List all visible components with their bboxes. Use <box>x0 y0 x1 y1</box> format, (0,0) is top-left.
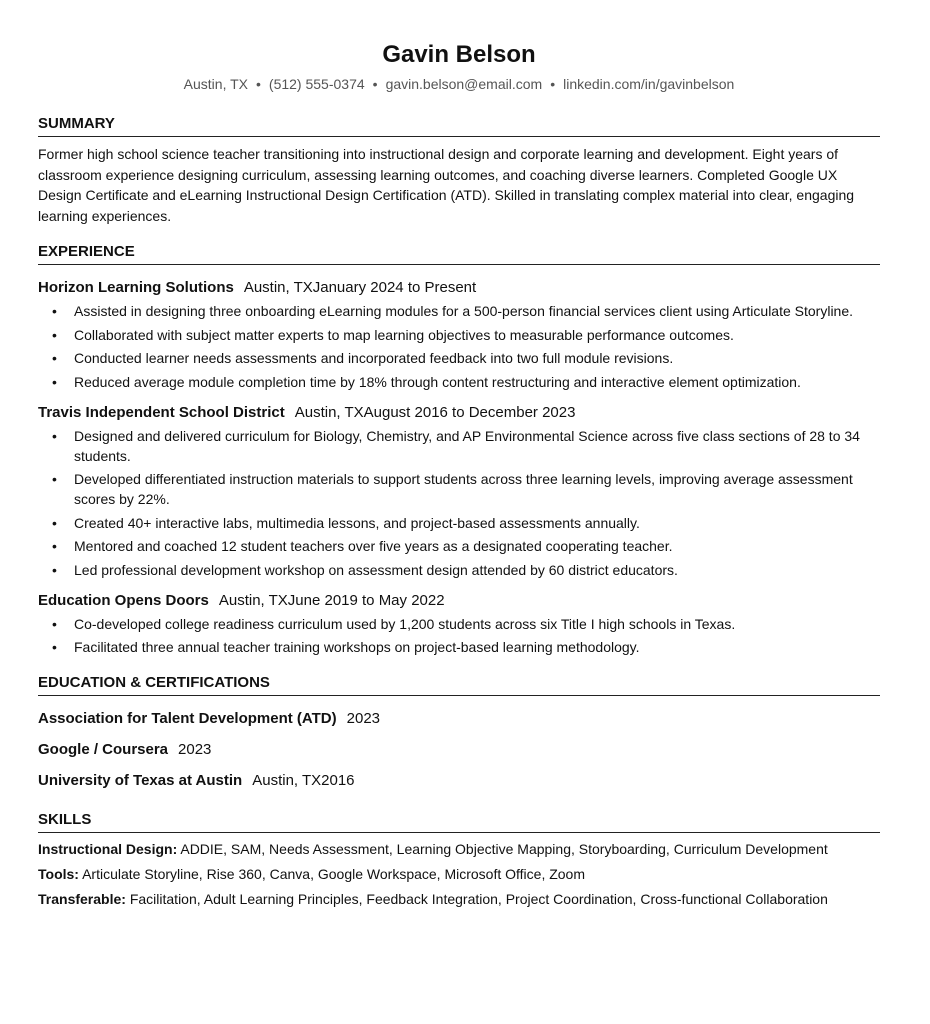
skill-row <box>38 864 838 884</box>
contact-line <box>38 74 880 94</box>
contact-linkedin: linkedin.com/in/gavinbelson <box>563 76 735 92</box>
job-header <box>38 277 880 299</box>
job-bullets <box>38 301 880 392</box>
skill-label: Instructional Design: <box>38 841 178 857</box>
contact-email: gavin.belson@email.com <box>385 76 543 92</box>
skill-label: Tools: <box>38 866 79 882</box>
job-header <box>38 590 880 612</box>
education-organization: Google / Coursera <box>38 741 169 758</box>
education-entry <box>38 739 880 761</box>
education-entry <box>38 770 880 792</box>
contact-separator: • <box>372 76 378 92</box>
job-bullet: • Assisted in designing three onboarding eLearning modules for a 500-person financial services client using Articulate Storyline. <box>38 301 884 321</box>
contact-separator: • <box>256 76 261 92</box>
section-title-education: EDUCATION & CERTIFICATIONS <box>38 673 880 696</box>
skill-value: Articulate Storyline, Rise 360, Canva, Google Workspace, Microsoft Office, Zoom <box>82 866 586 882</box>
job-bullet: • Created 40+ interactive labs, multimedia lessons, and project-based assessments annually. <box>38 513 884 533</box>
section-title-experience: EXPERIENCE <box>38 242 880 265</box>
job-bullet: • Co-developed college readiness curriculum used by 1,200 students across six Title I high schools in Texas. <box>38 614 884 634</box>
education-detail: Austin, TX2016 <box>252 772 355 789</box>
skill-value: Facilitation, Adult Learning Principles, Feedback Integration, Project Coordination, Cross-functional Collaboration <box>129 891 828 907</box>
job-entry <box>38 277 880 392</box>
job-location: Austin, TX <box>218 591 288 609</box>
contact-location: Austin, TX <box>183 76 248 92</box>
contact-phone: (512) 555-0374 <box>268 76 365 92</box>
education-entry <box>38 708 880 730</box>
candidate-name: Gavin Belson <box>382 41 536 68</box>
job-bullet: • Conducted learner needs assessments and incorporated feedback into two full module revisions. <box>38 348 884 368</box>
job-bullets <box>38 614 880 658</box>
skill-label: Transferable: <box>38 891 126 907</box>
summary-text: Former high school science teacher transitioning into instructional design and corporate learning and development. Eight years of classroom experience designing curriculum, assessing learning outcomes, and coaching diverse learners. Completed Google UX Design Certificate and eLearning Instructional Design Certification (ATD). Skilled in translating complex material into clear, engaging learning experiences. <box>38 146 855 224</box>
job-bullet: • Reduced average module completion time by 18% through content restructuring and interactive element optimization. <box>38 372 884 392</box>
skill-row <box>38 889 838 909</box>
education-detail: 2023 <box>178 741 212 758</box>
job-organization: Horizon Learning Solutions <box>38 279 234 296</box>
job-bullet: • Facilitated three annual teacher training workshops on project-based learning methodology. <box>38 637 884 657</box>
contact-separator: • <box>550 76 556 92</box>
education-organization: University of Texas at Austin <box>38 772 243 789</box>
job-location: Austin, TX <box>294 403 364 421</box>
job-bullets <box>38 426 880 580</box>
job-organization: Travis Independent School District <box>38 403 285 421</box>
education-organization: Association for Talent Development (ATD) <box>38 710 337 727</box>
job-bullet: • Collaborated with subject matter experts to map learning objectives to measurable performance outcomes. <box>38 325 884 345</box>
job-entry <box>38 402 880 580</box>
summary-section <box>38 114 880 226</box>
job-bullet: • Designed and delivered curriculum for Biology, Chemistry, and AP Environmental Science across five class sections of 28 to 34 students. <box>38 426 884 466</box>
experience-section <box>38 242 880 657</box>
job-organization: Education Opens Doors <box>38 591 209 609</box>
skills-section <box>38 810 880 909</box>
job-location: Austin, TX <box>243 279 313 296</box>
section-title-summary: SUMMARY <box>38 114 880 137</box>
skill-value: ADDIE, SAM, Needs Assessment, Learning Objective Mapping, Storyboarding, Curriculum Development <box>180 841 828 857</box>
education-detail: 2023 <box>346 710 381 727</box>
job-dates: January 2024 to Present <box>312 279 477 296</box>
job-header <box>38 402 880 424</box>
job-entry <box>38 590 880 658</box>
job-dates: August 2016 to December 2023 <box>363 403 576 421</box>
skill-row <box>38 839 838 859</box>
job-bullet: • Mentored and coached 12 student teachers over five years as a designated cooperating teacher. <box>38 536 884 556</box>
section-title-skills: SKILLS <box>38 810 880 833</box>
job-bullet: • Developed differentiated instruction materials to support students across three learning levels, improving average assessment scores by 22%. <box>38 469 884 509</box>
job-dates: June 2019 to May 2022 <box>287 591 445 609</box>
job-bullet: • Led professional development workshop on assessment design attended by 60 district educators. <box>38 560 884 580</box>
education-section <box>38 673 880 792</box>
